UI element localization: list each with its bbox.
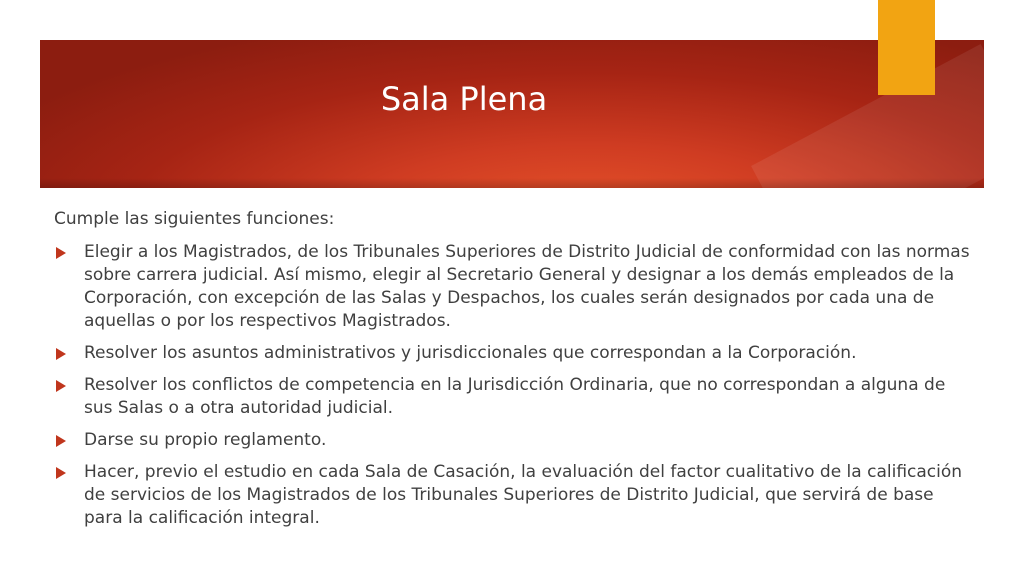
list-item: [54, 374, 974, 420]
bullet-text: Hacer, previo el estudio en cada Sala de Casación, la evaluación del factor cualitativo de la calificación de servicios de los Magistrados de los Tribunales Superiores de Distrito Judicial, que servirá de base para la calificación integral.: [84, 462, 963, 528]
triangle-right-icon: [56, 467, 66, 479]
bullet-list: [54, 241, 974, 530]
slide-title: Sala Plena: [380, 80, 548, 118]
list-item: [54, 342, 974, 365]
slide-body: [54, 208, 974, 539]
triangle-right-icon: [56, 348, 66, 360]
bullet-text: Resolver los asuntos administrativos y jurisdiccionales que correspondan a la Corporación.: [84, 343, 857, 363]
list-item: [54, 461, 974, 530]
accent-tab: [878, 0, 935, 95]
banner-shadow: [40, 178, 984, 188]
bullet-text: Elegir a los Magistrados, de los Tribunales Superiores de Distrito Judicial de conformidad con las normas sobre carrera judicial. Así mismo, elegir al Secretario General y designar a los demás empleados de la Corporación, con excepción de las Salas y Despachos, los cuales serán designados por cada una de aquellas o por los respectivos Magistrados.: [84, 242, 970, 331]
intro-text: Cumple las siguientes funciones:: [54, 209, 335, 229]
triangle-right-icon: [56, 247, 66, 259]
bullet-text: Resolver los conflictos de competencia en la Jurisdicción Ordinaria, que no correspondan a alguna de sus Salas o a otra autoridad judicial.: [84, 375, 946, 418]
triangle-right-icon: [56, 435, 66, 447]
list-item: [54, 429, 974, 452]
bullet-text: Darse su propio reglamento.: [84, 430, 327, 450]
list-item: [54, 241, 974, 333]
triangle-right-icon: [56, 380, 66, 392]
